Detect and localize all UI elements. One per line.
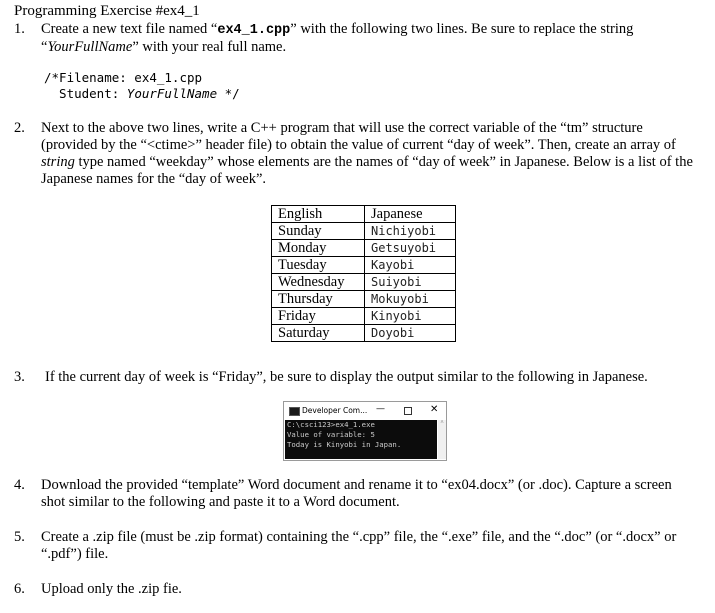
- console-window-screenshot: [283, 401, 447, 461]
- item-number: 6.: [14, 581, 25, 597]
- maximize-icon: [404, 407, 412, 415]
- english-cell: Thursday: [272, 291, 365, 308]
- item-line: Upload only the .zip fie.: [41, 581, 182, 597]
- placeholder-name: YourFullName: [47, 39, 133, 55]
- item-line: “YourFullName” with your real full name.: [41, 39, 287, 55]
- item-number: 5.: [14, 529, 25, 545]
- item-line: Create a new text file named “ex4_1.cpp” with the following two lines. Be sure to replace the string: [41, 21, 634, 38]
- japanese-cell: Kayobi: [365, 257, 456, 274]
- minimize-icon: —: [376, 404, 385, 414]
- table-row: [272, 240, 456, 257]
- console-app-icon: [289, 407, 300, 416]
- table-row: [272, 308, 456, 325]
- table-row: [272, 223, 456, 240]
- item-line: If the current day of week is “Friday”, be sure to display the output similar to the following in Japanese.: [45, 369, 648, 385]
- english-cell: Tuesday: [272, 257, 365, 274]
- item-number: 3.: [14, 369, 25, 385]
- japanese-cell: Kinyobi: [365, 308, 456, 325]
- english-cell: Monday: [272, 240, 365, 257]
- item-number: 4.: [14, 477, 25, 493]
- table-header-cell: English: [272, 206, 365, 223]
- english-cell: Sunday: [272, 223, 365, 240]
- item-line: “.pdf”) file.: [41, 546, 109, 562]
- table-row: [272, 257, 456, 274]
- english-cell: Friday: [272, 308, 365, 325]
- exercise-title: Programming Exercise #ex4_1: [14, 3, 200, 19]
- scroll-up-icon: ^: [438, 420, 446, 459]
- console-output: C:\csci123>ex4_1.exe Value of variable: 5 Today is Kinyobi in Japan.: [285, 420, 437, 459]
- item-line: string type named “weekday” whose elements are the names of “day of week” in Japanese. Below is a list of the: [41, 154, 693, 170]
- code-snippet: /*Filename: ex4_1.cpp Student: YourFullName */: [44, 70, 240, 101]
- filename: ex4_1.cpp: [217, 23, 291, 38]
- japanese-cell: Mokuyobi: [365, 291, 456, 308]
- day-of-week-table: [271, 205, 456, 342]
- console-title: Developer Com...: [302, 406, 368, 415]
- japanese-cell: Nichiyobi: [365, 223, 456, 240]
- table-header-row: [272, 206, 456, 223]
- english-cell: Wednesday: [272, 274, 365, 291]
- table-header-cell: Japanese: [365, 206, 456, 223]
- close-icon: ✕: [430, 404, 439, 415]
- item-line: Japanese names for the “day of week”.: [41, 171, 267, 187]
- japanese-cell: Doyobi: [365, 325, 456, 342]
- item-number: 1.: [14, 21, 25, 37]
- japanese-cell: Suiyobi: [365, 274, 456, 291]
- english-cell: Saturday: [272, 325, 365, 342]
- item-line: Download the provided “template” Word document and rename it to “ex04.docx” (or .doc). Capture a screen: [41, 477, 672, 493]
- japanese-cell: Getsuyobi: [365, 240, 456, 257]
- item-line: Create a .zip file (must be .zip format) containing the “.cpp” file, the “.exe” file, and the “.doc” (or “.docx” or: [41, 529, 677, 545]
- table-row: [272, 325, 456, 342]
- table-row: [272, 291, 456, 308]
- console-titlebar: [284, 402, 446, 420]
- item-line: Next to the above two lines, write a C++ program that will use the correct variable of the “tm” structure: [41, 120, 643, 136]
- item-line: shot similar to the following and paste it to a Word document.: [41, 494, 400, 510]
- item-line: (provided by the “<ctime>” header file) to obtain the value of current “day of week”. Then, create an array of: [41, 137, 676, 153]
- item-number: 2.: [14, 120, 25, 136]
- table-row: [272, 274, 456, 291]
